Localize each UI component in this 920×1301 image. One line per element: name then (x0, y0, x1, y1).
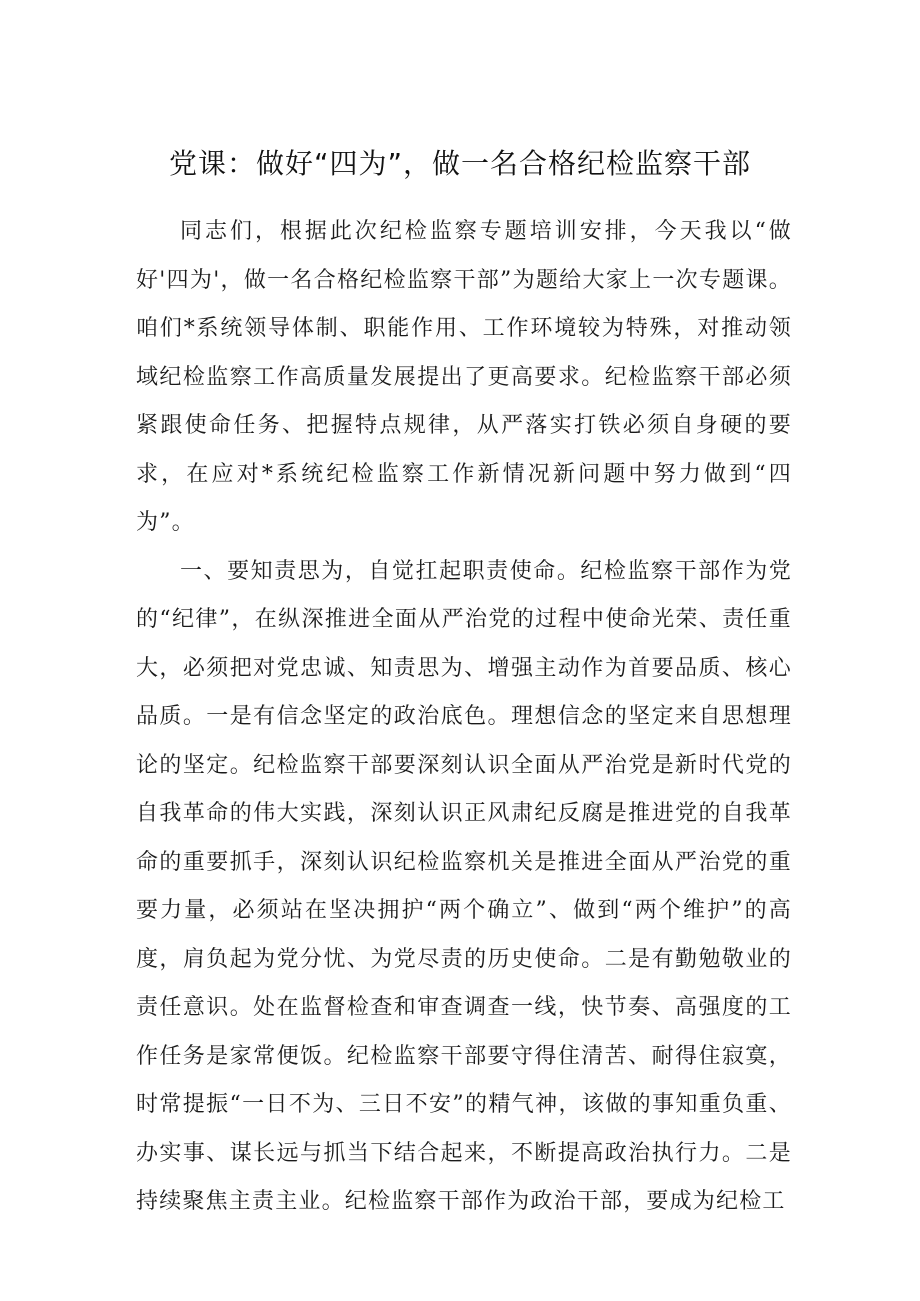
paragraph-section-one: 一、要知责思为，自觉扛起职责使命。纪检监察干部作为党的“纪律”，在纵深推进全面从严治党的过程中使命光荣、责任重大，必须把对党忠诚、知责思为、增强主动作为首要品质、核心品质。一是有信念坚定的政治底色。理想信念的坚定来自思想理论的坚定。纪检监察干部要深刻认识全面从严治党是新时代党的自我革命的伟大实践，深刻认识正风肃纪反腐是推进党的自我革命的重要抓手，深刻认识纪检监察机关是推进全面从严治党的重要力量，必须站在坚决拥护“两个确立”、做到“两个维护”的高度，肩负起为党分忧、为党尽责的历史使命。二是有勤勉敬业的责任意识。处在监督检查和审查调查一线，快节奏、高强度的工作任务是家常便饭。纪检监察干部要守得住清苦、耐得住寂寞，时常提振“一日不为、三日不安”的精气神，该做的事知重负重、办实事、谋长远与抓当下结合起来，不断提高政治执行力。二是持续聚焦主责主业。纪检监察干部作为政治干部，要成为纪检工 (136, 558, 792, 1214)
document-body (136, 208, 792, 1227)
paragraph-intro: 同志们，根据此次纪检监察专题培训安排，今天我以“做好'四为'，做一名合格纪检监察干部”为题给大家上一次专题课。咱们*系统领导体制、职能作用、工作环境较为特殊，对推动领域纪检监察工作高质量发展提出了更高要求。纪检监察干部必须紧跟使命任务、把握特点规律，从严落实打铁必须自身硬的要求，在应对*系统纪检监察工作新情况新问题中努力做到“四为”。 (136, 219, 792, 535)
document-title: 党课：做好“四为”，做一名合格纪检监察干部 (168, 147, 751, 180)
